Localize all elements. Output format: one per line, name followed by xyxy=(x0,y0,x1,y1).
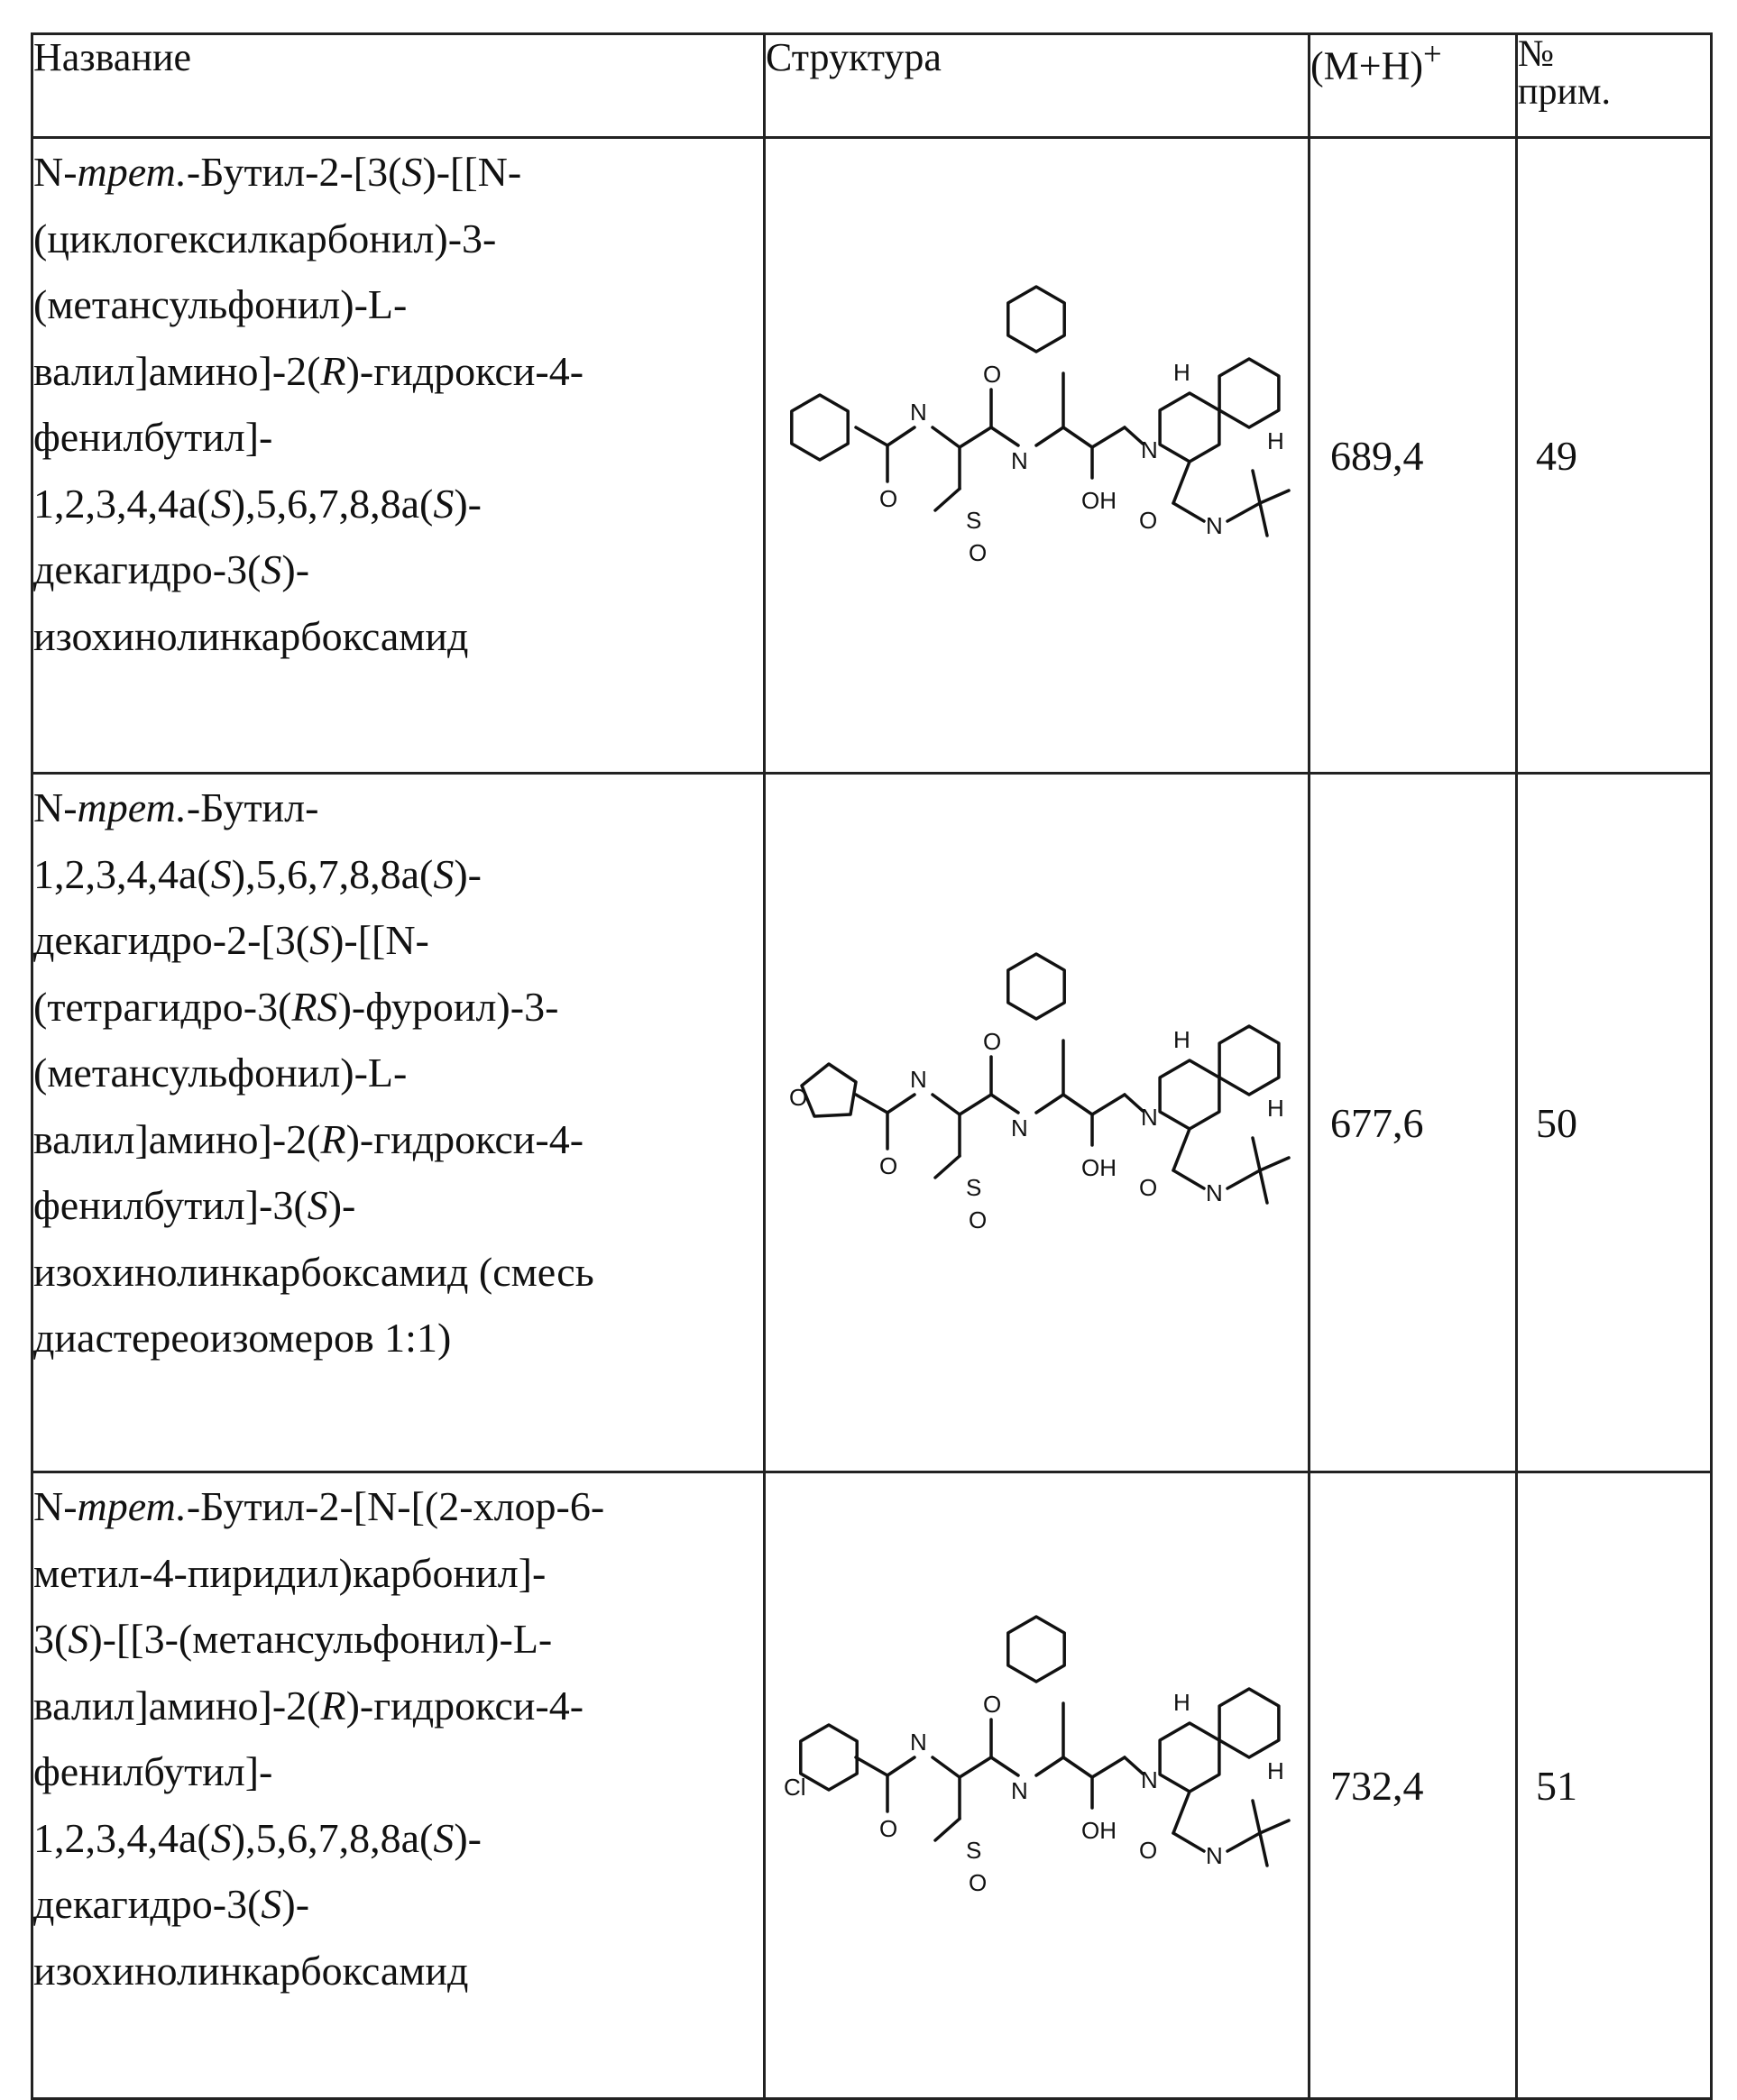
amide-n-label: N xyxy=(1011,1777,1028,1804)
name-segment: трет. xyxy=(77,784,187,830)
tbu-bond xyxy=(1260,491,1289,503)
isoquinoline-ring-a xyxy=(1160,393,1219,462)
chain-bond xyxy=(856,1757,887,1775)
name-segment: декагидро-2-[3( xyxy=(33,917,310,963)
name-segment: 1,2,3,4,4a( xyxy=(33,850,211,897)
chain-bond xyxy=(933,427,960,447)
name-segment: декагидро-3( xyxy=(33,546,262,592)
compound-name-line xyxy=(33,536,763,603)
table-row xyxy=(32,1472,1712,2099)
carboxamide-bond xyxy=(1173,462,1190,503)
compound-name xyxy=(32,774,765,1472)
name-segment: )-гидрокси-4- xyxy=(345,347,584,394)
carboxamide-n-label: N xyxy=(1206,512,1223,539)
compound-name-line xyxy=(33,1871,763,1938)
tbu-bond xyxy=(935,1819,960,1840)
name-segment: )-[[N- xyxy=(330,917,429,963)
structure-cell xyxy=(765,138,1310,774)
name-segment: N- xyxy=(33,784,78,830)
compound-name-line xyxy=(33,1473,763,1540)
tbu-bond xyxy=(1227,1170,1260,1188)
carboxamide-o-label: O xyxy=(1139,507,1158,534)
tbu-bond xyxy=(1260,1170,1267,1203)
name-segment: S xyxy=(307,1182,328,1228)
chain-bond xyxy=(933,1095,960,1114)
tbu-bond xyxy=(1253,471,1260,503)
name-segment: )- xyxy=(454,850,482,897)
ring-h-label: H xyxy=(1267,1757,1284,1784)
ring-h-label: H xyxy=(1267,1095,1284,1122)
name-segment: R xyxy=(320,1115,346,1162)
header-mh-text: (M+H) xyxy=(1310,43,1424,88)
phenyl-ring xyxy=(1008,954,1064,1019)
compound-name xyxy=(32,138,765,774)
chain-bond xyxy=(991,1757,1018,1775)
isoquinoline-ring-b xyxy=(1219,359,1279,427)
chain-bond xyxy=(1063,1095,1092,1114)
chain-bond xyxy=(960,1757,991,1777)
sulfonyl-o-label: O xyxy=(969,539,988,566)
tbu-bond xyxy=(1227,1833,1260,1851)
tbu-bond xyxy=(1260,1820,1289,1833)
chain-bond xyxy=(1036,1757,1063,1775)
name-segment: ),5,6,7,8,8a( xyxy=(231,480,434,527)
isoquinoline-ring-a xyxy=(1160,1060,1219,1129)
carbonyl-oxygen-label: O xyxy=(879,1815,898,1842)
name-segment: фенилбутил]- xyxy=(33,1748,273,1794)
tbu-bond xyxy=(1253,1138,1260,1170)
name-segment: S xyxy=(68,1616,89,1662)
carboxamide-bond xyxy=(1173,1129,1190,1170)
sulfonyl-s-label: S xyxy=(966,1174,982,1201)
chain-bond xyxy=(1036,427,1063,445)
name-segment: )-фуроил)-3- xyxy=(337,983,559,1030)
sulfonyl-s-label: S xyxy=(966,507,982,534)
carboxamide-bond xyxy=(1173,1170,1204,1188)
compound-name-line xyxy=(33,907,763,974)
carboxamide-o-label: O xyxy=(1139,1837,1158,1864)
compound-name-line xyxy=(33,206,763,272)
name-segment: 1,2,3,4,4a( xyxy=(33,1814,211,1861)
compound-name-line xyxy=(33,471,763,537)
name-segment: -Бутил-2-[N-[(2-хлор-6- xyxy=(186,1483,605,1529)
name-segment: (тетрагидро-3( xyxy=(33,983,292,1030)
name-segment: фенилбутил]- xyxy=(33,414,273,460)
name-segment: S xyxy=(261,546,282,592)
chain-bond xyxy=(887,1757,914,1775)
chain-bond xyxy=(1092,1757,1125,1777)
ring-h-label: H xyxy=(1173,1689,1190,1716)
chain-bond xyxy=(887,1095,914,1113)
amide-n-label: N xyxy=(910,1066,927,1093)
compound-name xyxy=(32,1472,765,2099)
name-segment: S xyxy=(210,850,232,897)
isoquinoline-ring-b xyxy=(1219,1689,1279,1757)
header-example-no xyxy=(1517,34,1712,138)
name-segment: трет. xyxy=(77,149,187,195)
table-row xyxy=(32,138,1712,774)
name-segment: -Бутил- xyxy=(186,784,319,830)
chain-bond xyxy=(1092,427,1125,447)
name-segment: S xyxy=(309,917,331,963)
carboxamide-o-label: O xyxy=(1139,1174,1158,1201)
carbonyl-oxygen-label: O xyxy=(879,1152,898,1179)
ring-n-label: N xyxy=(1141,1104,1158,1131)
compound-table xyxy=(31,32,1713,2100)
name-segment: валил]амино]-2( xyxy=(33,347,321,394)
compound-name-line xyxy=(33,1172,763,1239)
compound-name-line xyxy=(33,1305,763,1371)
name-segment: S xyxy=(210,480,232,527)
cyclohexyl-ring xyxy=(792,395,848,460)
carboxamide-n-label: N xyxy=(1206,1842,1223,1869)
ring-n-label: N xyxy=(1141,436,1158,463)
compound-name-line xyxy=(33,1040,763,1106)
name-segment: )- xyxy=(454,1814,482,1861)
name-segment: 1,2,3,4,4a( xyxy=(33,480,211,527)
chain-bond xyxy=(960,1095,991,1114)
name-segment: метил-4-пиридил)карбонил]- xyxy=(33,1549,547,1596)
isoquinoline-ring-b xyxy=(1219,1026,1279,1095)
chain-bond xyxy=(1125,427,1143,444)
compound-name-line xyxy=(33,1106,763,1173)
header-structure: Структура xyxy=(765,34,1310,138)
name-segment: )- xyxy=(281,1881,310,1927)
compound-name-line xyxy=(33,1805,763,1872)
compound-name-line xyxy=(33,1606,763,1673)
example-number: 49 xyxy=(1517,138,1712,774)
header-row xyxy=(32,34,1712,138)
compound-name-line xyxy=(33,271,763,338)
phenyl-ring xyxy=(1008,1617,1064,1682)
chain-bond xyxy=(991,1095,1018,1113)
compound-name-line xyxy=(33,1738,763,1805)
chain-bond xyxy=(960,427,991,447)
compound-name-line xyxy=(33,841,763,908)
tbu-bond xyxy=(1260,1833,1267,1866)
header-mh-sup: + xyxy=(1423,35,1442,72)
carbonyl-oxygen-label: O xyxy=(983,361,1002,388)
ring-n-label: N xyxy=(1141,1766,1158,1793)
tetrahydrofuran-ring xyxy=(802,1064,856,1116)
compound-name-line xyxy=(33,338,763,405)
header-name: Название xyxy=(32,34,765,138)
name-segment: R xyxy=(320,1682,346,1729)
example-number: 51 xyxy=(1517,1472,1712,2099)
chain-bond xyxy=(1063,427,1092,447)
tbu-bond xyxy=(935,489,960,510)
name-segment: S xyxy=(210,1814,232,1861)
name-segment: ),5,6,7,8,8a( xyxy=(231,1814,434,1861)
tbu-bond xyxy=(1260,1158,1289,1170)
chain-bond xyxy=(991,427,1018,445)
ring-h-label: H xyxy=(1173,1026,1190,1053)
structure-diagram xyxy=(766,1473,1307,2095)
structure-diagram xyxy=(766,139,1307,770)
ring-oxygen-label: O xyxy=(789,1084,808,1111)
name-segment: S xyxy=(433,1814,455,1861)
carboxamide-bond xyxy=(1173,503,1204,521)
name-segment: 3( xyxy=(33,1616,69,1662)
header-no-line2: прим. xyxy=(1518,71,1612,113)
example-number: 50 xyxy=(1517,774,1712,1472)
name-segment: (метансульфонил)-L- xyxy=(33,281,408,327)
carbonyl-oxygen-label: O xyxy=(983,1028,1002,1055)
name-segment: изохинолинкарбоксамид xyxy=(33,1947,469,1994)
carboxamide-n-label: N xyxy=(1206,1179,1223,1206)
structure-cell xyxy=(765,774,1310,1472)
name-segment: валил]амино]-2( xyxy=(33,1115,321,1162)
compound-name-line xyxy=(33,1239,763,1306)
name-segment: )- xyxy=(454,480,482,527)
name-segment: )- xyxy=(327,1182,356,1228)
name-segment: изохинолинкарбоксамид xyxy=(33,612,469,659)
chloro-label: Cl xyxy=(784,1774,806,1801)
name-segment: )-[[N- xyxy=(422,149,522,195)
name-segment: R xyxy=(320,347,346,394)
chain-bond xyxy=(1125,1095,1143,1111)
ring-h-label: H xyxy=(1173,359,1190,386)
header-no-line1: № xyxy=(1518,33,1555,75)
chain-bond xyxy=(1063,1757,1092,1777)
chain-bond xyxy=(1036,1095,1063,1113)
chain-bond xyxy=(887,427,914,445)
isoquinoline-ring-a xyxy=(1160,1723,1219,1792)
name-segment: )-гидрокси-4- xyxy=(345,1682,584,1729)
tbu-bond xyxy=(1260,503,1267,536)
chain-bond xyxy=(933,1757,960,1777)
name-segment: S xyxy=(401,149,423,195)
structure-cell xyxy=(765,1472,1310,2099)
sulfonyl-o-label: O xyxy=(969,1206,988,1233)
hydroxyl-label: OH xyxy=(1081,1154,1117,1181)
name-segment: изохинолинкарбоксамид (смесь xyxy=(33,1248,594,1295)
name-segment: )-гидрокси-4- xyxy=(345,1115,584,1162)
amide-n-label: N xyxy=(910,399,927,426)
carbonyl-oxygen-label: O xyxy=(879,485,898,512)
name-segment: диастереоизомеров 1:1) xyxy=(33,1315,452,1361)
hydroxyl-label: OH xyxy=(1081,487,1117,514)
header-mh xyxy=(1310,34,1517,138)
name-segment: фенилбутил]-3( xyxy=(33,1182,308,1228)
chain-bond xyxy=(856,427,887,445)
name-segment: ),5,6,7,8,8a( xyxy=(231,850,434,897)
amide-n-label: N xyxy=(1011,447,1028,474)
compound-name-line xyxy=(33,1938,763,2004)
amide-n-label: N xyxy=(1011,1114,1028,1142)
name-segment: валил]амино]-2( xyxy=(33,1682,321,1729)
carboxamide-bond xyxy=(1173,1792,1190,1833)
name-segment: S xyxy=(261,1881,282,1927)
carbonyl-oxygen-label: O xyxy=(983,1691,1002,1718)
name-segment: N- xyxy=(33,1483,78,1529)
mh-value: 732,4 xyxy=(1310,1472,1517,2099)
chain-bond xyxy=(856,1095,887,1113)
name-segment: (циклогексилкарбонил)-3- xyxy=(33,215,497,261)
phenyl-ring xyxy=(1008,287,1064,352)
pyridine-ring xyxy=(801,1725,857,1790)
sulfonyl-o-label: O xyxy=(969,1869,988,1896)
carboxamide-bond xyxy=(1173,1833,1204,1851)
name-segment: декагидро-3( xyxy=(33,1881,262,1927)
mh-value: 689,4 xyxy=(1310,138,1517,774)
hydroxyl-label: OH xyxy=(1081,1817,1117,1844)
name-segment: -Бутил-2-[3( xyxy=(186,149,402,195)
name-segment: )- xyxy=(281,546,310,592)
chain-bond xyxy=(1125,1757,1143,1774)
name-segment: S xyxy=(433,850,455,897)
compound-name-line xyxy=(33,603,763,670)
compound-name-line xyxy=(33,139,763,206)
compound-name-line xyxy=(33,974,763,1041)
table-row xyxy=(32,774,1712,1472)
tbu-bond xyxy=(1253,1801,1260,1833)
structure-diagram xyxy=(766,775,1307,1469)
tbu-bond xyxy=(935,1156,960,1178)
name-segment: (метансульфонил)-L- xyxy=(33,1050,408,1096)
name-segment: N- xyxy=(33,149,78,195)
compound-name-line xyxy=(33,775,763,841)
chain-bond xyxy=(1092,1095,1125,1114)
compound-name-line xyxy=(33,1540,763,1607)
tbu-bond xyxy=(1227,503,1260,521)
name-segment: )-[[3-(метансульфонил)-L- xyxy=(88,1616,553,1662)
sulfonyl-s-label: S xyxy=(966,1837,982,1864)
compound-name-line xyxy=(33,1673,763,1739)
name-segment: S xyxy=(433,480,455,527)
name-segment: трет. xyxy=(77,1483,187,1529)
name-segment: RS xyxy=(291,983,338,1030)
compound-name-line xyxy=(33,404,763,471)
mh-value: 677,6 xyxy=(1310,774,1517,1472)
amide-n-label: N xyxy=(910,1729,927,1756)
ring-h-label: H xyxy=(1267,427,1284,454)
